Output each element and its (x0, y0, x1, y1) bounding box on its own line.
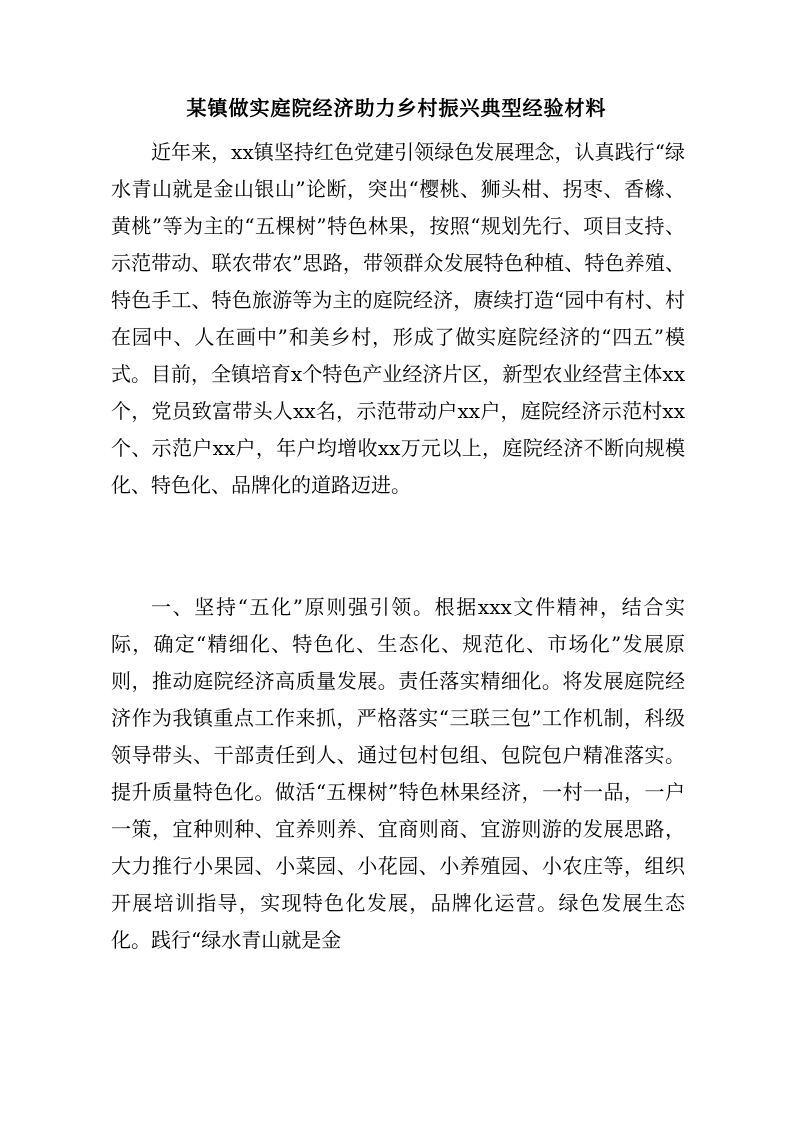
paragraph-section-one: 一、坚持“五化”原则强引领。根据xxx文件精神，结合实际，确定“精细化、特色化、生态化、规范化、市场化”发展原则，推动庭院经济高质量发展。责任落实精细化。将发展庭院经济作为我镇重点工作来抓，严格落实“三联三包”工作机制，科级领导带头、干部责任到人、通过包村包组、包院包户精准落实。提升质量特色化。做活“五棵树”特色林果经济，一村一品，一户一策，宜种则种、宜养则养、宜商则商、宜游则游的发展思路，大力推行小果园、小菜园、小花园、小养殖园、小农庄等，组织开展培训指导，实现特色化发展，品牌化运营。绿色发展生态化。践行“绿水青山就是金 (111, 595, 685, 952)
document-title: 某镇做实庭院经济助力乡村振兴典型经验材料 (186, 96, 607, 120)
paragraph-intro: 近年来，xx镇坚持红色党建引领绿色发展理念，认真践行“绿水青山就是金山银山”论断，突出“樱桃、狮头柑、拐枣、香橼、黄桃”等为主的“五棵树”特色林果，按照“规划先行、项目支持、示范带动、联农带农”思路，带领群众发展特色种植、特色养殖、特色手工、特色旅游等为主的庭院经济，赓续打造“园中有村、村在园中、人在画中”和美乡村，形成了做实庭院经济的“四五”模式。目前，全镇培育x个特色产业经济片区，新型农业经营主体xx个，党员致富带头人xx名，示范带动户xx户，庭院经济示范村xx个、示范户xx户，年户均增收xx万元以上，庭院经济不断向规模化、特色化、品牌化的道路迈进。 (111, 140, 685, 497)
